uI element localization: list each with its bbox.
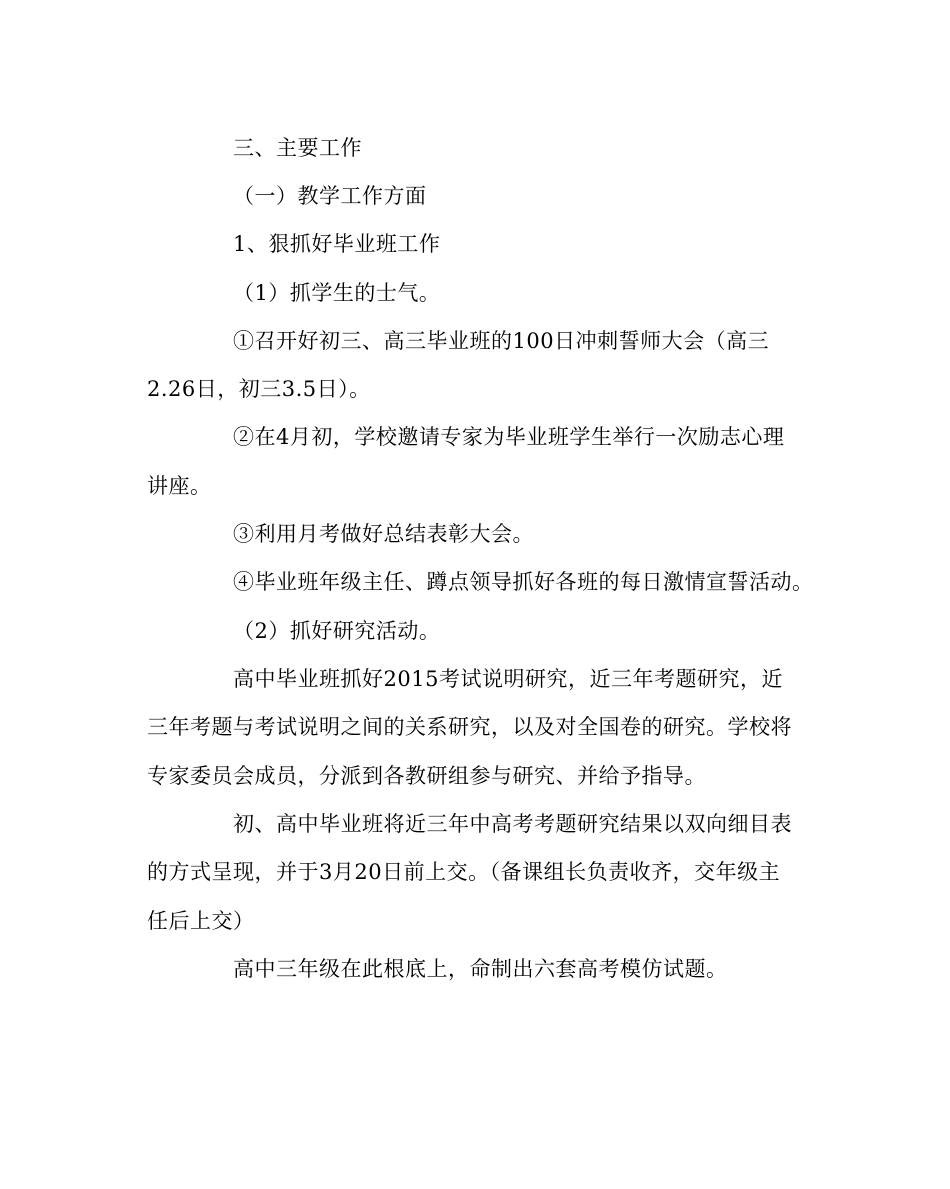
paragraph-line: 2.26日，初三3.5日）。 <box>147 377 371 401</box>
paragraph-line: ②在4月初，学校邀请专家为毕业班学生举行一次励志心理 <box>233 425 785 449</box>
paragraph-line: 专家委员会成员，分派到各教研组参与研究、并给予指导。 <box>147 764 706 788</box>
paragraph-line: 的方式呈现，并于3月20日前上交。（备课组长负责收齐，交年级主 <box>147 860 781 884</box>
item-heading: 1、狠抓好毕业班工作 <box>233 232 441 256</box>
paragraph-line: 高中毕业班抓好2015考试说明研究，近三年考题研究，近 <box>233 667 783 691</box>
sub-item-heading: （1）抓学生的士气。 <box>233 281 441 305</box>
paragraph-line: ④毕业班年级主任、蹲点领导抓好各班的每日激情宣誓活动。 <box>233 570 814 594</box>
section-heading: 三、主要工作 <box>233 136 362 160</box>
paragraph-line: 任后上交） <box>147 909 255 933</box>
subsection-heading: （一）教学工作方面 <box>233 184 427 208</box>
paragraph-line: 三年考题与考试说明之间的关系研究，以及对全国卷的研究。学校将 <box>147 715 792 739</box>
paragraph-line: ①召开好初三、高三毕业班的100日冲刺誓师大会（高三 <box>233 329 770 353</box>
paragraph-line: 初、高中毕业班将近三年中高考考题研究结果以双向细目表 <box>233 812 792 836</box>
paragraph-line: 讲座。 <box>147 474 212 498</box>
paragraph-line: ③利用月考做好总结表彰大会。 <box>233 522 534 546</box>
paragraph-line: 高中三年级在此根底上，命制出六套高考模仿试题。 <box>233 957 728 981</box>
sub-item-heading: （2）抓好研究活动。 <box>233 619 441 643</box>
